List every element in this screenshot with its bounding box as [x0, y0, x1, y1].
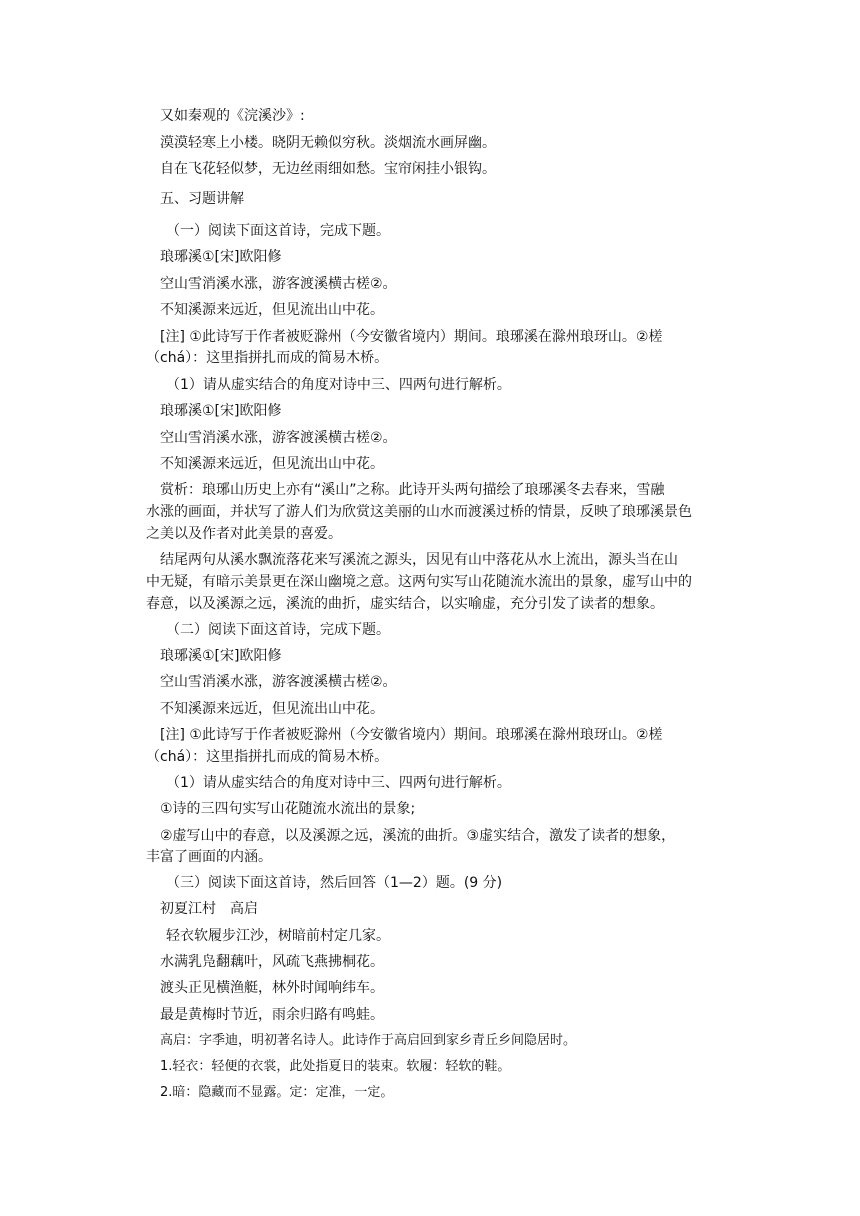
note-line: （chá）：这里指拼扎而成的简易木桥。 — [146, 749, 389, 765]
poem-title: 琅琊溪①[宋]欧阳修 — [160, 648, 282, 664]
section-heading: 五、习题讲解 — [160, 191, 244, 207]
poem-line: 最是黄梅时节近，雨余归路有鸣蛙。 — [160, 1007, 384, 1023]
author-note: 高启：字季迪，明初著名诗人。此诗作于高启回到家乡青丘乡间隐居时。 — [160, 1033, 577, 1048]
question-text: （1）请从虚实结合的角度对诗中三、四两句进行解析。 — [166, 775, 511, 791]
note-line: [注] ①此诗写于作者被贬滁州（今安徽省境内）期间。琅琊溪在滁州琅玡山。②槎 — [160, 329, 663, 345]
poem-line: 漠漠轻寒上小楼。晓阴无赖似穷秋。淡烟流水画屏幽。 — [160, 135, 496, 151]
answer-text: 丰富了画面的内涵。 — [146, 849, 272, 865]
poem-line: 不知溪源来远近，但见流出山中花。 — [160, 701, 384, 717]
question-heading: （一）阅读下面这首诗，完成下题。 — [166, 223, 390, 239]
poem-line: 空山雪消溪水涨，游客渡溪横古槎②。 — [160, 430, 397, 446]
note-line: [注] ①此诗写于作者被贬滁州（今安徽省境内）期间。琅琊溪在滁州琅玡山。②槎 — [160, 727, 663, 743]
analysis-text: 中无疑，有暗示美景更在深山幽境之意。这两句实写山花随流水流出的景象，虚写山中的 — [146, 574, 692, 590]
analysis-text: 水涨的画面，并状写了游人们为欣赏这美丽的山水而渡溪过桥的情景，反映了琅琊溪景色 — [146, 504, 692, 520]
analysis-text: 之美以及作者对此美景的喜爱。 — [146, 526, 342, 542]
poem-line: 渡头正见横渔艇，林外时闻响纬车。 — [160, 980, 384, 996]
poem-line: 空山雪消溪水涨，游客渡溪横古槎②。 — [160, 276, 397, 292]
analysis-text: 结尾两句从溪水飘流落花来写溪流之源头，因见有山中落花从水上流出，源头当在山 — [160, 552, 678, 568]
footnote: 1.轻衣：轻便的衣裳，此处指夏日的装束。软履：轻软的鞋。 — [160, 1059, 511, 1074]
poem-title: 初夏江村 高启 — [160, 901, 258, 917]
note-line: （chá）：这里指拼扎而成的简易木桥。 — [146, 350, 389, 366]
poem-line: 不知溪源来远近，但见流出山中花。 — [160, 456, 384, 472]
answer-text: ①诗的三四句实写山花随流水流出的景象; — [160, 801, 416, 817]
poem-title: 琅琊溪①[宋]欧阳修 — [160, 249, 282, 265]
poem-line: 自在飞花轻似梦，无边丝雨细如愁。宝帘闲挂小银钩。 — [160, 161, 496, 177]
question-text: （1）请从虚实结合的角度对诗中三、四两句进行解析。 — [166, 377, 511, 393]
text-line: 又如秦观的《浣溪沙》: — [160, 108, 305, 124]
poem-title: 琅琊溪①[宋]欧阳修 — [160, 403, 282, 419]
answer-text: ②虚写山中的春意，以及溪源之远，溪流的曲折。③虚实结合，激发了读者的想象， — [160, 828, 676, 844]
analysis-text: 春意，以及溪源之远，溪流的曲折，虚实结合，以实喻虚，充分引发了读者的想象。 — [146, 596, 664, 612]
poem-line: 水满乳凫翻藕叶，风疏飞燕拂桐花。 — [160, 954, 384, 970]
poem-line: 空山雪消溪水涨，游客渡溪横古槎②。 — [160, 674, 397, 690]
question-heading: （二）阅读下面这首诗，完成下题。 — [166, 622, 390, 638]
poem-line: 轻衣软履步江沙，树暗前村定几家。 — [166, 928, 390, 944]
question-heading: （三）阅读下面这首诗，然后回答（1—2）题。(9 分) — [166, 875, 503, 891]
poem-line: 不知溪源来远近，但见流出山中花。 — [160, 302, 384, 318]
analysis-text: 赏析：琅琊山历史上亦有“溪山”之称。此诗开头两句描绘了琅琊溪冬去春来，雪融 — [160, 482, 665, 498]
footnote: 2.暗：隐藏而不显露。定：定准，一定。 — [160, 1085, 394, 1100]
